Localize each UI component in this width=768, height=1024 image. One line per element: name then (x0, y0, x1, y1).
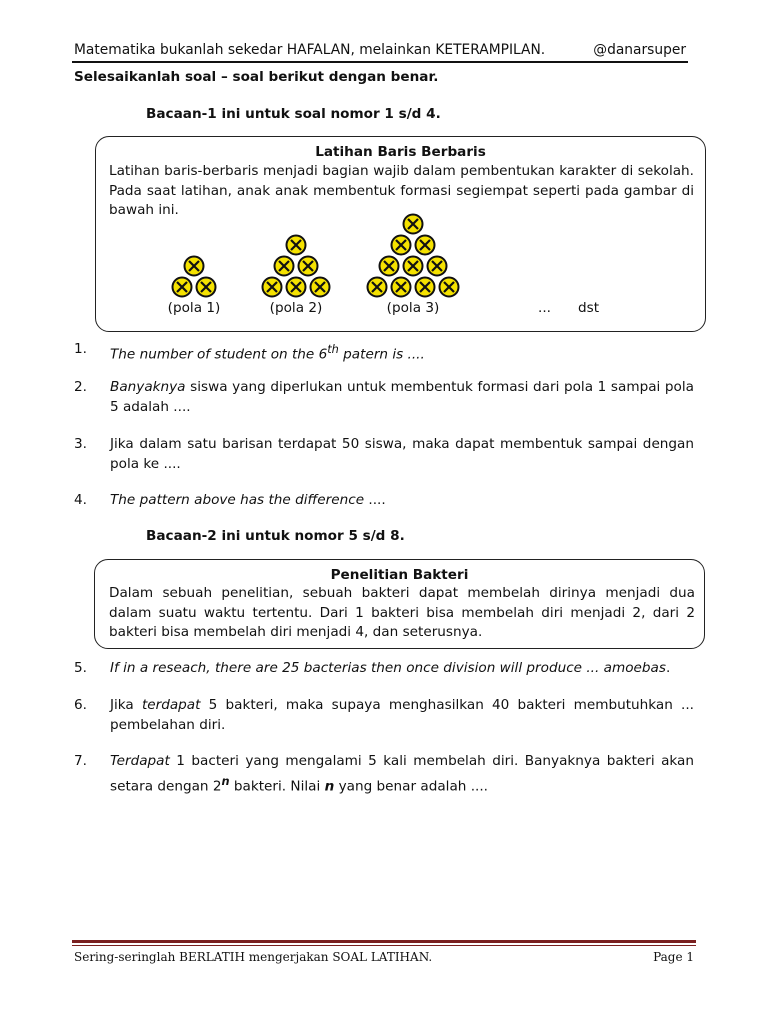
pattern-label: (pola 3) (386, 300, 440, 316)
question-number: 7. (74, 753, 87, 769)
variable-n: n (324, 778, 335, 795)
header-divider (72, 61, 688, 63)
reading2-box (94, 559, 705, 649)
question-text: Jika dalam satu barisan terdapat 50 siswa, maka dapat membentuk sampai dengan pola ke .... (110, 436, 694, 472)
footer-divider-thin (72, 945, 696, 946)
student-marker-icon (309, 276, 331, 298)
question-text: The number of student on the 6 (110, 346, 328, 363)
reading2-label: Bacaan-2 ini untuk nomor 5 s/d 8. (146, 528, 405, 544)
question-text-end: yang benar adalah .... (334, 778, 489, 795)
pattern-label: (pola 2) (269, 300, 323, 316)
student-marker-icon (273, 255, 295, 277)
student-marker-icon (390, 276, 412, 298)
superscript: th (327, 342, 339, 356)
question-emphasis: If in a reseach, there are 25 bacterias then once division will produce ... amoebas (110, 660, 666, 676)
header-author: @danarsuper (593, 42, 686, 58)
question-emphasis: Banyaknya (110, 379, 186, 395)
question-number: 2. (74, 379, 87, 395)
question-text: . (665, 660, 671, 676)
question-emphasis: terdapat (141, 697, 201, 713)
student-marker-icon (285, 276, 307, 298)
pattern-label: (pola 1) (167, 300, 221, 316)
student-marker-icon (297, 255, 319, 277)
question-text: .... (364, 492, 386, 508)
student-marker-icon (183, 255, 205, 277)
reading1-text: Latihan baris-berbaris menjadi bagian wajib dalam pembentukan karakter di sekolah. Pada saat latihan, anak anak membentuk formasi segiempat seperti pada gambar di bawah ini. (109, 163, 694, 218)
student-marker-icon (402, 213, 424, 235)
question-number: 5. (74, 660, 87, 676)
student-marker-icon (366, 276, 388, 298)
page-number: Page 1 (653, 950, 694, 964)
reading1-label: Bacaan-1 ini untuk soal nomor 1 s/d 4. (146, 106, 441, 122)
reading2-title: Penelitian Bakteri (330, 567, 469, 583)
question-text-mid: bakteri. Nilai (229, 778, 325, 795)
student-marker-icon (438, 276, 460, 298)
question-text-end: patern is .... (338, 346, 425, 363)
page-header (74, 42, 686, 58)
question-number: 4. (74, 492, 87, 508)
student-marker-icon (378, 255, 400, 277)
question-number: 1. (74, 341, 87, 357)
question-number: 3. (74, 436, 87, 452)
question-text: 1 bacteri yang mengalami 5 kali membelah diri. Banyaknya bakteri akan setara dengan 2 (110, 753, 694, 795)
question-number: 6. (74, 697, 87, 713)
pattern-ellipsis: ... (538, 300, 551, 316)
footer-text: Sering-seringlah BERLATIH mengerjakan SOAL LATIHAN. (74, 950, 433, 964)
reading1-title: Latihan Baris Berbaris (315, 144, 486, 160)
student-marker-icon (171, 276, 193, 298)
student-marker-icon (285, 234, 307, 256)
reading1-box (95, 136, 706, 332)
student-marker-icon (390, 234, 412, 256)
question-text-start: Jika (110, 697, 142, 713)
student-marker-icon (402, 255, 424, 277)
header-left-text: Matematika bukanlah sekedar HAFALAN, melainkan KETERAMPILAN. (74, 42, 546, 58)
question-emphasis: The pattern above has the difference (110, 492, 365, 508)
pattern-dst: dst (578, 300, 600, 316)
student-marker-icon (195, 276, 217, 298)
exponent-n: n (221, 773, 230, 788)
student-marker-icon (414, 276, 436, 298)
student-marker-icon (261, 276, 283, 298)
question-text: siswa yang diperlukan untuk membentuk formasi dari pola 1 sampai pola 5 adalah .... (110, 379, 694, 415)
student-marker-icon (414, 234, 436, 256)
footer-divider (72, 940, 696, 943)
question-emphasis: Terdapat (110, 753, 170, 769)
reading2-text: Dalam sebuah penelitian, sebuah bakteri dapat membelah dirinya menjadi dua dalam suatu waktu tertentu. Dari 1 bakteri bisa membelah diri menjadi 2, dari 2 bakteri bisa membelah diri menjadi 4, dan seterusnya. (109, 585, 695, 640)
student-marker-icon (426, 255, 448, 277)
question-text: 5 bakteri, maka supaya menghasilkan 40 bakteri membutuhkan ... pembelahan diri. (110, 697, 694, 733)
instruction: Selesaikanlah soal – soal berikut dengan benar. (74, 69, 439, 85)
